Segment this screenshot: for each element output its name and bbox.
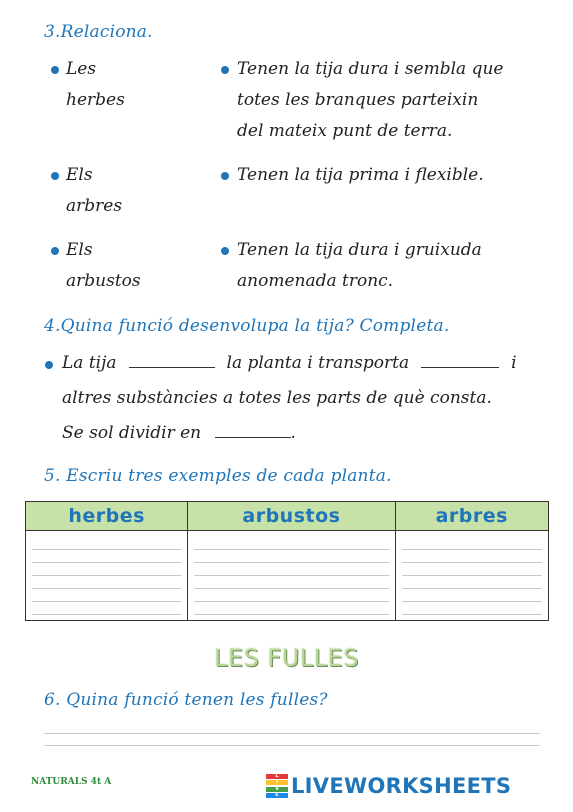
bullet [221, 172, 229, 180]
answer-cell-herbes[interactable] [26, 531, 188, 621]
left-item-arbustos: Els arbustos [66, 240, 141, 291]
bullet [221, 66, 229, 74]
bullet [51, 172, 59, 180]
q4-line-1: La tija la planta i transporta i [62, 353, 517, 373]
answer-cell-arbres[interactable] [395, 531, 548, 621]
question-5-title: 5. Escriu tres exemples de cada planta. [44, 466, 392, 486]
section-title: LES FULLES [214, 644, 359, 672]
blank-field[interactable] [215, 424, 291, 438]
answer-line[interactable] [44, 745, 540, 746]
footer-course-label: NATURALS 4t A [31, 777, 112, 787]
right-item-1: Tenen la tija dura i sembla que totes les branques parteixin del mateix punt de terra. [237, 59, 504, 141]
bullet [51, 66, 59, 74]
blank-field[interactable] [421, 354, 499, 368]
bullet [45, 361, 53, 369]
blank-field[interactable] [129, 354, 215, 368]
header-herbes: herbes [26, 502, 188, 531]
bullet [221, 247, 229, 255]
right-item-3: Tenen la tija dura i gruixuda anomenada tronc. [237, 240, 482, 291]
q4-line-2: altres substàncies a totes les parts de què consta. [62, 388, 492, 408]
question-6-title: 6. Quina funció tenen les fulles? [44, 690, 328, 710]
question-3-title: 3.Relaciona. [44, 22, 153, 42]
bullet [51, 247, 59, 255]
examples-table [25, 501, 549, 621]
left-item-herbes: Les herbes [66, 59, 125, 110]
header-arbres: arbres [395, 502, 548, 531]
question-4-title: 4.Quina funció desenvolupa la tija? Completa. [44, 316, 450, 336]
q4-text [62, 348, 552, 449]
brand-name: LIVEWORKSHEETS [291, 774, 512, 798]
liveworksheets-logo-icon: L I V E [266, 774, 288, 798]
liveworksheets-brand [266, 774, 511, 798]
answer-cell-arbustos[interactable] [188, 531, 395, 621]
answer-line[interactable] [44, 733, 540, 734]
left-item-arbres: Els arbres [66, 165, 123, 216]
right-item-2: Tenen la tija prima i flexible. [237, 165, 484, 185]
header-arbustos: arbustos [188, 502, 395, 531]
q4-line-3: Se sol dividir en . [62, 423, 296, 443]
